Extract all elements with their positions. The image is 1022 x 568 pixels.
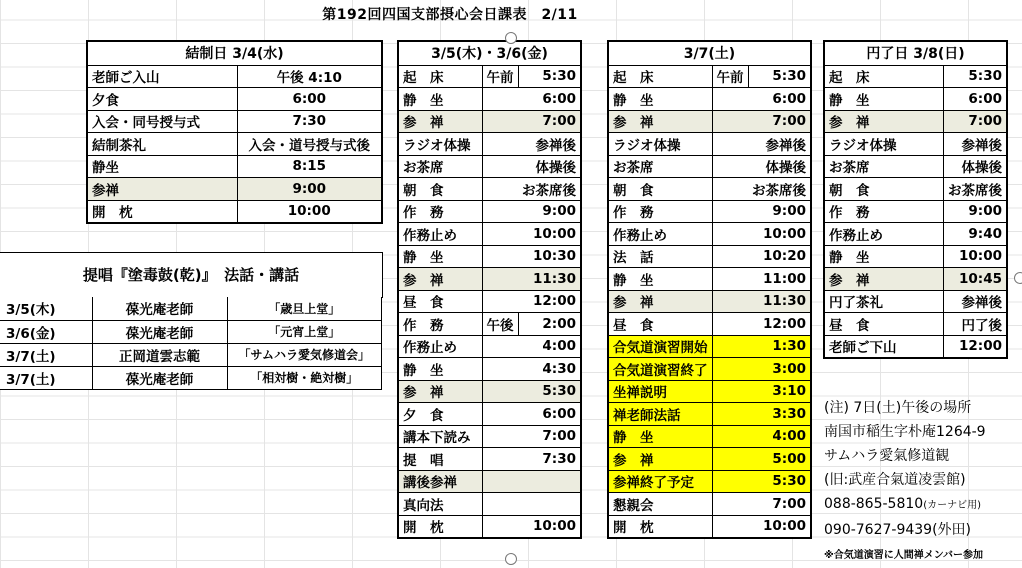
note-line-4: (旧:武産合氣道凌雲館) [824,472,966,488]
activity-period [712,313,748,336]
activity-time: 12:00 [944,335,1008,358]
schedule-day2 [397,40,582,539]
schedule-row [824,268,1007,291]
schedule-row [608,470,811,493]
lecture-date: 3/6(金) [0,320,92,343]
activity-time: お茶席後 [518,178,581,201]
schedule-row [608,290,811,313]
schedule-row [824,155,1007,178]
activity-time: 10:00 [518,223,581,246]
day4-header: 円了日 3/8(日) [824,41,1007,65]
activity-period [482,358,518,381]
lecture-row [0,297,382,320]
schedule-row [608,268,811,291]
lecture-title: 提唱『塗毒鼓(乾)』 法話・講話 [0,252,383,298]
activity-label: 参 禅 [824,110,944,133]
activity-time: 参禅後 [944,133,1008,156]
activity-time: 6:00 [518,88,581,111]
activity-time: 9:00 [518,200,581,223]
activity-label: 起 床 [824,65,944,88]
note-line-1: (注) 7日(土)午後の場所 [824,400,972,416]
activity-time: 参禅後 [944,290,1008,313]
schedule-day3 [607,40,812,539]
activity-label: 開 枕 [398,515,482,538]
lecture-topic: 「相対樹・絶対樹」 [227,366,382,389]
activity-time: 6:00 [944,88,1008,111]
schedule-row [824,200,1007,223]
activity-label: 作 務 [398,313,482,336]
activity-label: 起 床 [608,65,712,88]
activity-time: 10:00 [748,223,811,246]
activity-time: 6:00 [237,88,382,111]
activity-label: 静坐 [87,155,237,178]
schedule-row [398,425,581,448]
activity-period [712,268,748,291]
activity-label: 講本下読み [398,425,482,448]
schedule-row [608,448,811,471]
activity-period [482,88,518,111]
activity-time: 4:00 [518,335,581,358]
schedule-row [824,223,1007,246]
activity-period [712,403,748,426]
activity-label: 静 坐 [608,268,712,291]
activity-label: お茶席 [608,155,712,178]
drawing-handle-bottom[interactable] [505,553,517,565]
activity-label: ラジオ体操 [824,133,944,156]
lecture-topic: 「元宵上堂」 [227,320,382,343]
activity-label: 作 務 [398,200,482,223]
phone-2: 090-7627-9439 [824,522,933,538]
schedule-row [608,200,811,223]
activity-time: 9:00 [748,200,811,223]
activity-period [482,133,518,156]
activity-label: 合気道演習開始 [608,335,712,358]
activity-label: 合気道演習終了 [608,358,712,381]
schedule-row [87,155,382,178]
note-line-3: サムハラ愛氣修道観 [824,448,950,464]
schedule-row [87,178,382,201]
schedule-row [608,223,811,246]
schedule-row [824,88,1007,111]
activity-time: 10:00 [518,515,581,538]
activity-label: 静 坐 [398,358,482,381]
activity-period [482,155,518,178]
schedule-row [824,65,1007,88]
activity-period [712,245,748,268]
activity-label: 老師ご下山 [824,335,944,358]
activity-period [482,290,518,313]
activity-label: 朝 食 [608,178,712,201]
activity-period [482,200,518,223]
activity-time: お茶席後 [944,178,1008,201]
activity-time: 10:00 [237,200,382,223]
schedule-row [824,110,1007,133]
schedule-row [398,133,581,156]
activity-label: 提 唱 [398,448,482,471]
schedule-row [608,110,811,133]
activity-label: 静 坐 [824,88,944,111]
activity-time: 5:30 [518,380,581,403]
schedule-row [608,380,811,403]
footnote: ※合気道演習に人間禅メンバー参加 [824,550,984,561]
activity-period [482,380,518,403]
activity-label: お茶席 [398,155,482,178]
activity-period [712,358,748,381]
activity-time: 7:30 [518,448,581,471]
activity-time: 11:00 [748,268,811,291]
activity-time: 7:00 [748,493,811,516]
note-phone-2 [824,518,986,542]
schedule-row [398,155,581,178]
activity-label: 作務止め [824,223,944,246]
schedule-row [398,380,581,403]
activity-time [518,493,581,516]
activity-label: 作 務 [824,200,944,223]
activity-time: 9:40 [944,223,1008,246]
activity-time: 11:30 [518,268,581,291]
activity-label: 入会・同号授与式 [87,110,237,133]
activity-time: 10:20 [748,245,811,268]
schedule-row [608,515,811,538]
activity-label: 開 枕 [608,515,712,538]
schedule-row [608,425,811,448]
activity-time: 12:00 [518,290,581,313]
schedule-row [824,335,1007,358]
lecture-topic: 「サムハラ愛気修道会」 [227,343,382,366]
schedule-row [608,493,811,516]
schedule-row [608,335,811,358]
schedule-row [824,133,1007,156]
day2-header: 3/5(木)・3/6(金) [398,41,581,65]
activity-label: 老師ご入山 [87,65,237,88]
activity-label: 昼 食 [398,290,482,313]
activity-label: 昼 食 [608,313,712,336]
drawing-handle-right[interactable] [1014,272,1022,284]
activity-period: 午後 [482,313,518,336]
schedule-row [608,88,811,111]
lecture-row [0,366,382,389]
activity-time: 7:30 [237,110,382,133]
activity-time: 10:00 [944,245,1008,268]
schedule-row [398,65,581,88]
schedule-row [87,133,382,156]
activity-time: 8:15 [237,155,382,178]
lecture-teacher: 正岡道雲志範 [92,343,227,366]
phone-1: 088-865-5810 [824,496,924,512]
activity-time: 5:30 [518,65,581,88]
activity-time: 7:00 [518,425,581,448]
activity-period [482,425,518,448]
note-line-2: 南国市稲生字朴庵1264-9 [824,424,986,440]
schedule-row [398,245,581,268]
activity-label: 開 枕 [87,200,237,223]
activity-label: 静 坐 [824,245,944,268]
schedule-row [608,245,811,268]
activity-label: 静 坐 [608,88,712,111]
phone-2-note: (外田) [932,522,972,538]
activity-label: 作務止め [398,335,482,358]
activity-label: 夕 食 [398,403,482,426]
schedule-row [398,268,581,291]
activity-time: 3:30 [748,403,811,426]
activity-period [712,335,748,358]
location-notes [824,396,986,568]
activity-label: 講後参禅 [398,470,482,493]
lecture-date: 3/7(土) [0,343,92,366]
activity-period: 午前 [712,65,748,88]
activity-time: 7:00 [944,110,1008,133]
activity-period [712,290,748,313]
schedule-row [608,155,811,178]
activity-period [712,470,748,493]
activity-time: 6:00 [518,403,581,426]
lecture-teacher: 葆光庵老師 [92,320,227,343]
activity-time [518,470,581,493]
lecture-teacher: 葆光庵老師 [92,366,227,389]
activity-time: 12:00 [748,313,811,336]
activity-period [482,493,518,516]
activity-label: 参 禅 [824,268,944,291]
schedule-row [87,110,382,133]
schedule-row [608,178,811,201]
activity-time: 3:10 [748,380,811,403]
schedule-row [398,335,581,358]
activity-label: 参禅 [87,178,237,201]
activity-time: 6:00 [748,88,811,111]
schedule-row [824,245,1007,268]
activity-time: 10:45 [944,268,1008,291]
schedule-row [398,178,581,201]
schedule-row [824,313,1007,336]
activity-period [482,178,518,201]
activity-time: 2:00 [518,313,581,336]
activity-period [712,223,748,246]
schedule-row [87,88,382,111]
activity-time: 4:30 [518,358,581,381]
activity-label: 法 話 [608,245,712,268]
day3-header: 3/7(土) [608,41,811,65]
activity-period [482,515,518,538]
activity-label: 作 務 [608,200,712,223]
activity-period [482,448,518,471]
activity-period [712,110,748,133]
schedule-row [824,290,1007,313]
schedule-row [398,470,581,493]
activity-time: 7:00 [518,110,581,133]
activity-label: ラジオ体操 [608,133,712,156]
activity-period [482,245,518,268]
schedule-row [398,223,581,246]
schedule-row [398,110,581,133]
schedule-row [87,65,382,88]
activity-period [712,515,748,538]
activity-time: 円了後 [944,313,1008,336]
activity-label: 参 禅 [608,290,712,313]
schedule-row [398,515,581,538]
activity-period [712,425,748,448]
activity-period [482,223,518,246]
activity-period [712,448,748,471]
activity-label: 朝 食 [398,178,482,201]
schedule-day4 [823,40,1008,359]
activity-label: 結制茶礼 [87,133,237,156]
activity-time: 3:00 [748,358,811,381]
note-phone-1 [824,492,986,518]
lecture-row [0,343,382,366]
activity-label: 起 床 [398,65,482,88]
activity-time: お茶席後 [748,178,811,201]
schedule-row [824,178,1007,201]
schedule-row [398,290,581,313]
activity-period: 午前 [482,65,518,88]
activity-time: 10:00 [748,515,811,538]
activity-label: 参 禅 [608,448,712,471]
activity-label: 懇親会 [608,493,712,516]
activity-label: お茶席 [824,155,944,178]
activity-time: 9:00 [237,178,382,201]
activity-time: 参禅後 [518,133,581,156]
activity-time: 7:00 [748,110,811,133]
activity-period [712,200,748,223]
activity-label: 参 禅 [398,380,482,403]
activity-label: 参禅終了予定 [608,470,712,493]
activity-label: 真向法 [398,493,482,516]
activity-period [482,110,518,133]
activity-label: 作務止め [608,223,712,246]
activity-period [482,470,518,493]
schedule-row [608,313,811,336]
activity-label: 作務止め [398,223,482,246]
activity-label: 参 禅 [398,110,482,133]
schedule-row [398,88,581,111]
activity-period [712,88,748,111]
schedule-row [608,403,811,426]
activity-label: 参 禅 [398,268,482,291]
activity-period [712,155,748,178]
activity-label: 朝 食 [824,178,944,201]
activity-time: 9:00 [944,200,1008,223]
activity-time: 5:00 [748,448,811,471]
activity-label: 昼 食 [824,313,944,336]
lecture-topic: 「歳旦上堂」 [227,297,382,320]
schedule-row [398,358,581,381]
schedule-row [398,448,581,471]
lecture-teacher: 葆光庵老師 [92,297,227,320]
activity-period [482,403,518,426]
activity-time: 体操後 [944,155,1008,178]
activity-time: 入会・道号授与式後 [237,133,382,156]
activity-label: 円了茶礼 [824,290,944,313]
lecture-row [0,320,382,343]
activity-period [712,380,748,403]
activity-period [712,133,748,156]
lecture-date: 3/5(木) [0,297,92,320]
activity-time: 11:30 [748,290,811,313]
page-title: 第192回四国支部摂心会日課表 2/11 [322,7,578,23]
schedule-row [608,358,811,381]
schedule-row [398,493,581,516]
activity-period [482,335,518,358]
schedule-row [398,313,581,336]
activity-label: 静 坐 [398,88,482,111]
activity-period [482,268,518,291]
schedule-row [398,200,581,223]
day1-header: 結制日 3/4(水) [87,41,382,65]
phone-1-note: (カーナビ用) [923,500,981,511]
activity-time: 1:30 [748,335,811,358]
activity-label: 坐禅説明 [608,380,712,403]
lecture-table [0,297,382,390]
schedule-day1 [86,40,383,224]
activity-time: 4:00 [748,425,811,448]
drawing-handle-top[interactable] [505,32,517,44]
schedule-row [87,200,382,223]
activity-time: 体操後 [748,155,811,178]
activity-label: 静 坐 [398,245,482,268]
activity-time: 10:30 [518,245,581,268]
activity-time: 5:30 [944,65,1008,88]
schedule-row [608,133,811,156]
activity-time: 5:30 [748,65,811,88]
activity-time: 参禅後 [748,133,811,156]
activity-time: 体操後 [518,155,581,178]
activity-time: 午後 4:10 [237,65,382,88]
activity-label: ラジオ体操 [398,133,482,156]
activity-period [712,493,748,516]
activity-label: 禅老師法話 [608,403,712,426]
activity-time: 5:30 [748,470,811,493]
activity-label: 参 禅 [608,110,712,133]
schedule-row [608,65,811,88]
activity-label: 静 坐 [608,425,712,448]
schedule-row [398,403,581,426]
activity-label: 夕食 [87,88,237,111]
activity-period [712,178,748,201]
lecture-date: 3/7(土) [0,366,92,389]
